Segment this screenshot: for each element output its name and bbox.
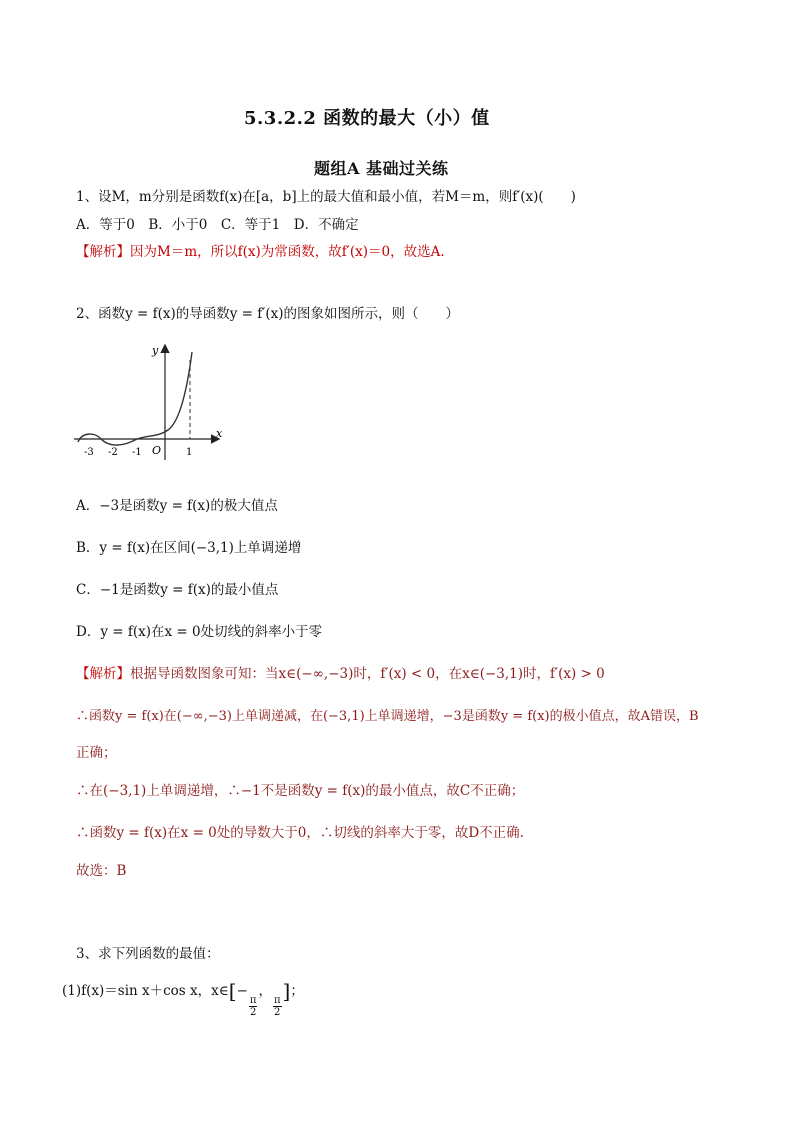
q2-option-d: D．y = f(x)在x = 0处切线的斜率小于零 xyxy=(76,624,323,640)
q2-analysis-line4: ∴在(−3,1)上单调递增，∴−1不是函数y = f(x)的最小值点，故C不正确； xyxy=(76,783,525,799)
page-title: 5.3.2.2 函数的最大（小）值 xyxy=(244,108,490,129)
q2-answer: 故选：B xyxy=(76,863,127,879)
q1-analysis-text: 因为M＝m，所以f(x)为常函数，故f′(x)＝0，故选A. xyxy=(130,244,445,260)
q2-analysis-line3: 正确； xyxy=(76,745,117,761)
q2-option-a: A．−3是函数y = f(x)的极大值点 xyxy=(76,498,278,514)
q3-part1-suffix: ； xyxy=(290,983,304,999)
q2-option-b: B．y = f(x)在区间(−3,1)上单调递增 xyxy=(76,540,302,556)
derivative-curve xyxy=(78,352,192,445)
right-fraction: $\frac{\pi}{2}$ xyxy=(273,995,281,1018)
q2-question: 2、函数y = f(x)的导函数y = f′(x)的图象如图所示，则（ ） xyxy=(76,306,459,322)
q2-analysis-text1: 根据导函数图象可知：当x∈(−∞,−3)时，f′(x) < 0，在x∈(−3,1)时，f′(x) > 0 xyxy=(130,666,605,682)
left-fraction: $\frac{\pi}{2}$ xyxy=(249,995,257,1018)
q3-question: 3、求下列函数的最值： xyxy=(76,946,220,962)
right-bracket: ] xyxy=(282,979,291,1003)
q1-analysis xyxy=(76,243,445,261)
q1-question: 1、设M，m分别是函数f(x)在[a，b]上的最大值和最小值，若M＝m，则f′(x)( ) xyxy=(76,189,576,205)
tick-label-neg2: -2 xyxy=(108,447,118,458)
tick-label-neg1: -1 xyxy=(132,447,142,458)
q2-option-c: C．−1是函数y = f(x)的最小值点 xyxy=(76,582,279,598)
q2-analysis-tag: 【解析】 xyxy=(76,666,130,682)
interval-separator: ， xyxy=(258,983,272,999)
q3-part1: (1)f(x)＝sin x＋cos x，x∈[− $\frac{\pi}{2}$ ， $\frac{\pi}{2}$ ]； xyxy=(62,979,304,1018)
q1-options: A．等于0 B．小于0 C．等于1 D．不确定 xyxy=(76,217,359,233)
origin-label: O xyxy=(152,444,162,457)
section-subtitle: 题组A 基础过关练 xyxy=(314,159,449,178)
q2-analysis-line1 xyxy=(76,665,605,683)
q2-analysis-line2: ∴函数y = f(x)在(−∞,−3)上单调递减，在(−3,1)上单调递增，−3是函数y = f(x)的极小值点，故A错误，B xyxy=(76,709,699,724)
q1-analysis-tag: 【解析】 xyxy=(76,244,130,260)
derivative-graph xyxy=(70,338,230,463)
tick-label-neg3: -3 xyxy=(84,447,94,458)
q3-part1-prefix: (1)f(x)＝sin x＋cos x，x∈ xyxy=(62,983,229,999)
left-bracket: [ xyxy=(228,979,237,1003)
x-axis-label: x xyxy=(216,427,223,440)
y-axis-label: y xyxy=(152,344,159,357)
tick-label-1: 1 xyxy=(186,447,193,458)
q2-analysis-line5: ∴函数y = f(x)在x = 0处的导数大于0，∴切线的斜率大于零，故D不正确. xyxy=(76,825,524,841)
